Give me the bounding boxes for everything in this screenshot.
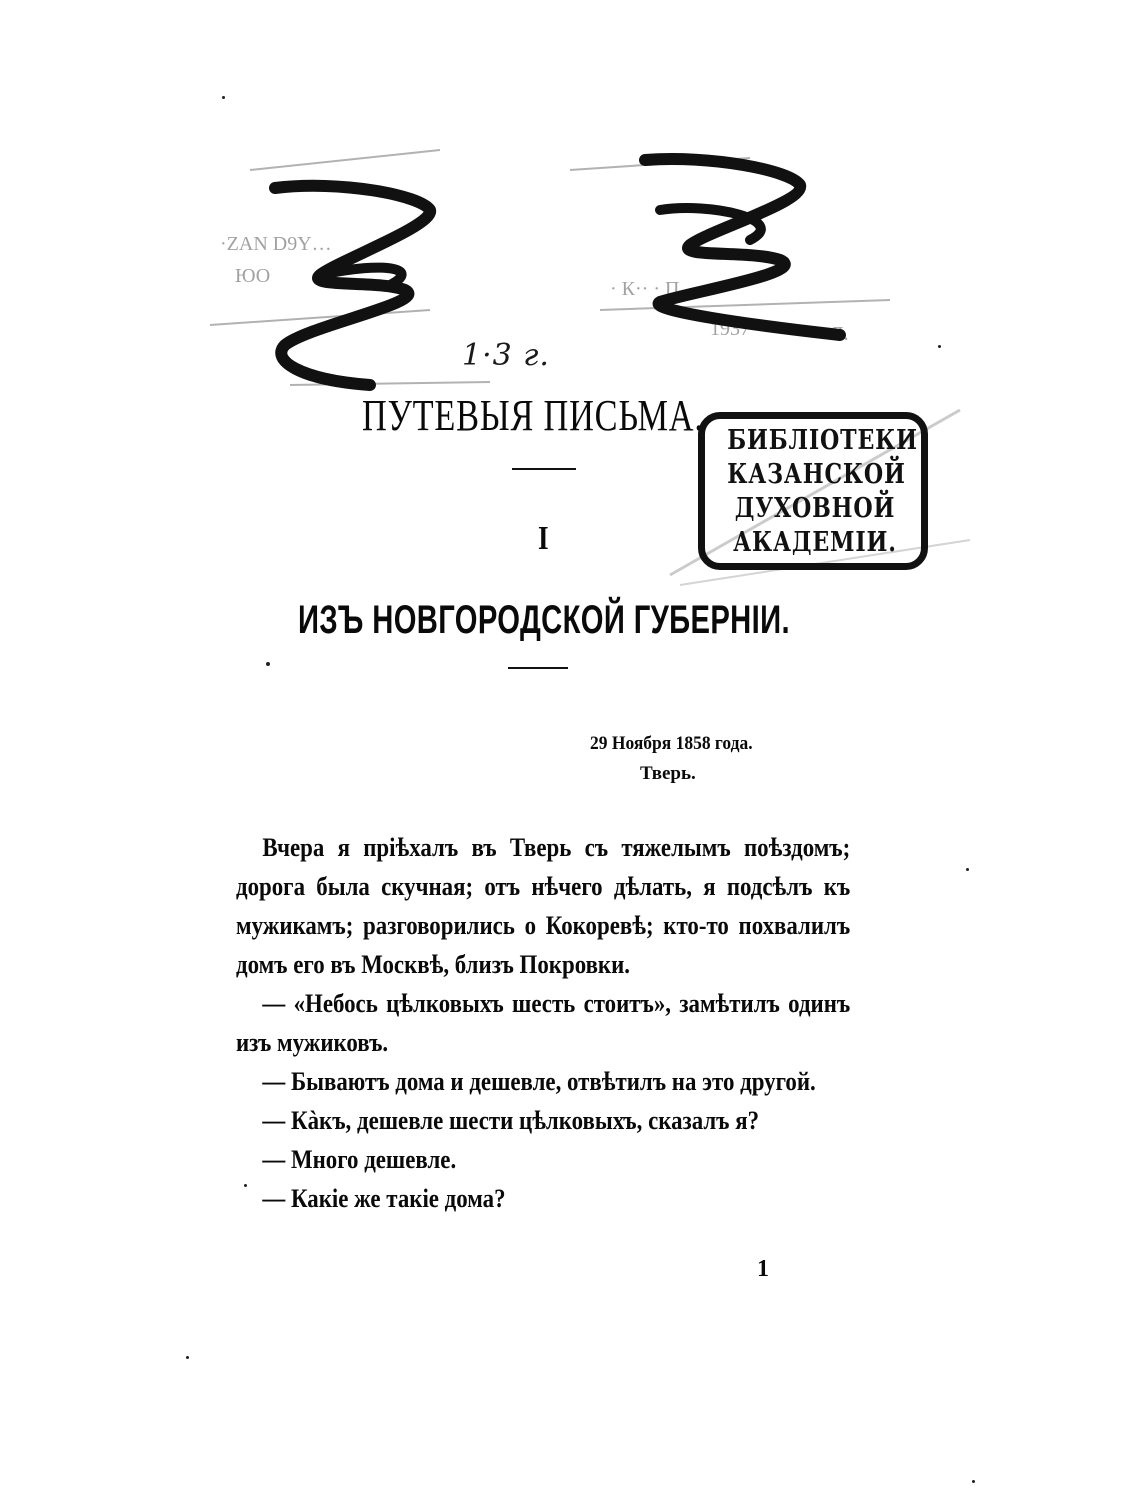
dust-speck [966, 868, 969, 871]
letter-place: Тверь. [640, 763, 696, 784]
dialogue-line: — Какіе же такіе дома? [262, 1184, 506, 1213]
dialogue-line: — Кàкъ, дешевле шести цѣлковыхъ, сказалъ я? [262, 1106, 760, 1135]
paragraph: Вчера я пріѣхалъ въ Тверь съ тяжелымъ поѣздомъ; дорога была скучная; отъ нѣчего дѣлать, я подсѣлъ къ мужикамъ; разговорились о Кокоревѣ; кто-то похвалилъ домъ его въ Москвѣ, близъ Покровки. [236, 833, 851, 979]
stamp-line: БИБЛІОТЕКИ [727, 425, 918, 456]
svg-text:·ZAN D9Y…: ·ZAN D9Y… [220, 233, 332, 255]
svg-text:1937: 1937 [710, 318, 750, 340]
svg-text:Л.: Л. [830, 323, 849, 345]
chapter-number: I [538, 520, 549, 557]
scribble-left [275, 186, 430, 385]
dust-speck [938, 345, 941, 348]
dust-speck [244, 1184, 247, 1187]
stamp-line: АКАДЕМІИ. [733, 527, 897, 558]
svg-text:· К·· · П: · К·· · П [610, 278, 680, 300]
letter-body [236, 828, 850, 1218]
dust-speck [972, 1480, 975, 1483]
stamp-line: КАЗАНСКОЙ [727, 459, 906, 490]
chapter-divider [508, 667, 568, 669]
cancelled-stamp-scribbles [190, 110, 950, 400]
book-title: ПУТЕВЫЯ ПИСЬМА. [362, 391, 704, 440]
scribble-right [645, 159, 840, 335]
dust-speck [222, 96, 225, 99]
svg-text:ЮО: ЮО [235, 265, 271, 287]
letter-date: 29 Ноября 1858 года. [590, 733, 753, 754]
title-divider [512, 468, 576, 470]
dialogue-line: — Много дешевле. [262, 1145, 457, 1174]
dust-speck [266, 662, 270, 666]
dust-speck [186, 1356, 189, 1359]
stamp-text [708, 424, 922, 560]
stamp-line: ДУХОВНОЙ [734, 493, 896, 524]
page-number: 1 [757, 1256, 769, 1282]
dialogue-line: — Бываютъ дома и дешевле, отвѣтилъ на это другой. [262, 1067, 816, 1096]
chapter-title: ИЗЪ НОВГОРОДСКОЙ ГУБЕРНІИ. [298, 598, 790, 642]
dialogue-line: — «Небось цѣлковыхъ шесть стоитъ», замѣтилъ одинъ изъ мужиковъ. [236, 989, 851, 1057]
handwritten-shelf-mark: 1·3 г. [462, 338, 550, 373]
library-stamp [660, 390, 980, 600]
